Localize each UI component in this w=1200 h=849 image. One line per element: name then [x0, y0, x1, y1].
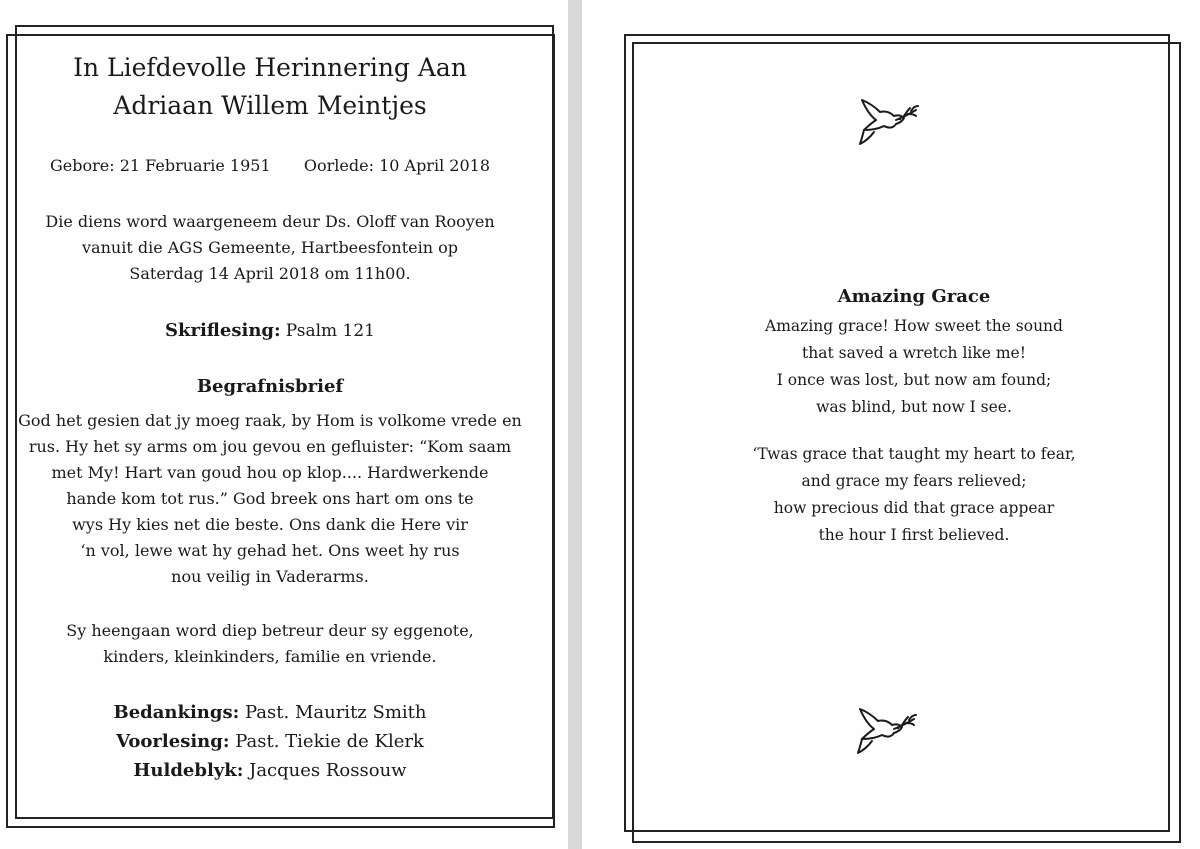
- poem-verse-1: [674, 313, 1154, 421]
- thanks-value: Past. Mauritz Smith: [245, 702, 427, 723]
- service-line: Saterdag 14 April 2018 om 11h00.: [129, 264, 411, 283]
- mourning-line: Sy heengaan word diep betreur deur sy eggenote,: [66, 621, 474, 640]
- letter-line: nou veilig in Vaderarms.: [171, 567, 369, 586]
- mourning-text: [20, 618, 520, 670]
- poem-line: that saved a wretch like me!: [802, 344, 1026, 362]
- left-page: [0, 0, 568, 849]
- poem-line: I once was lost, but now am found;: [776, 371, 1052, 389]
- deceased-name: Adriaan Willem Meintjes: [113, 91, 427, 120]
- service-line: Die diens word waargeneem deur Ds. Oloff van Rooyen: [45, 212, 495, 231]
- title-line-1: In Liefdevolle Herinnering Aan: [73, 53, 467, 82]
- letter-line: wys Hy kies net die beste. Ons dank die Here vir: [72, 515, 468, 534]
- letter-line: rus. Hy het sy arms om jou gevou en gefluister: “Kom saam: [28, 437, 512, 456]
- birth-date: Gebore: 21 Februarie 1951: [50, 156, 271, 175]
- tribute-label: Huldeblyk:: [133, 760, 244, 781]
- scripture-reading: [20, 320, 520, 341]
- poem-line: how precious did that grace appear: [773, 499, 1055, 517]
- tribute-value: Jacques Rossouw: [249, 760, 407, 781]
- poem-verse-2: [674, 441, 1154, 549]
- prayer-row: [20, 727, 520, 756]
- poem-line: ‘Twas grace that taught my heart to fear,: [752, 445, 1076, 463]
- letter-line: ‘n vol, lewe wat hy gehad het. Ons weet hy rus: [80, 541, 460, 560]
- thanks-label: Bedankings:: [113, 702, 240, 723]
- service-line: vanuit die AGS Gemeente, Hartbeesfontein op: [82, 238, 458, 257]
- reading-label: Skriflesing:: [165, 320, 281, 341]
- mourning-line: kinders, kleinkinders, familie en vriende.: [103, 647, 437, 666]
- service-credits: [20, 698, 520, 785]
- letter-heading: Begrafnisbrief: [196, 376, 344, 397]
- poem-line: was blind, but now I see.: [816, 398, 1012, 416]
- tribute-row: [20, 756, 520, 785]
- death-date: Oorlede: 10 April 2018: [303, 156, 490, 175]
- dates-row: [50, 156, 490, 175]
- dove-icon: [854, 96, 924, 154]
- thanks-row: [20, 698, 520, 727]
- funeral-letter: [12, 408, 528, 590]
- poem-line: Amazing grace! How sweet the sound: [765, 317, 1063, 335]
- letter-line: God het gesien dat jy moeg raak, by Hom is volkome vrede en: [18, 411, 522, 430]
- prayer-value: Past. Tiekie de Klerk: [235, 731, 424, 752]
- poem-line: the hour I first believed.: [818, 526, 1010, 544]
- reading-value: Psalm 121: [285, 321, 375, 341]
- poem-title: Amazing Grace: [837, 286, 991, 307]
- letter-line: met My! Hart van goud hou op klop.... Hardwerkende: [51, 463, 489, 482]
- service-details: [20, 209, 520, 287]
- memorial-title: [20, 49, 520, 125]
- letter-line: hande kom tot rus.” God breek ons hart om ons te: [66, 489, 474, 508]
- dove-icon: [852, 705, 922, 763]
- prayer-label: Voorlesing:: [116, 731, 230, 752]
- right-page: [582, 0, 1200, 849]
- poem-line: and grace my fears relieved;: [801, 472, 1027, 490]
